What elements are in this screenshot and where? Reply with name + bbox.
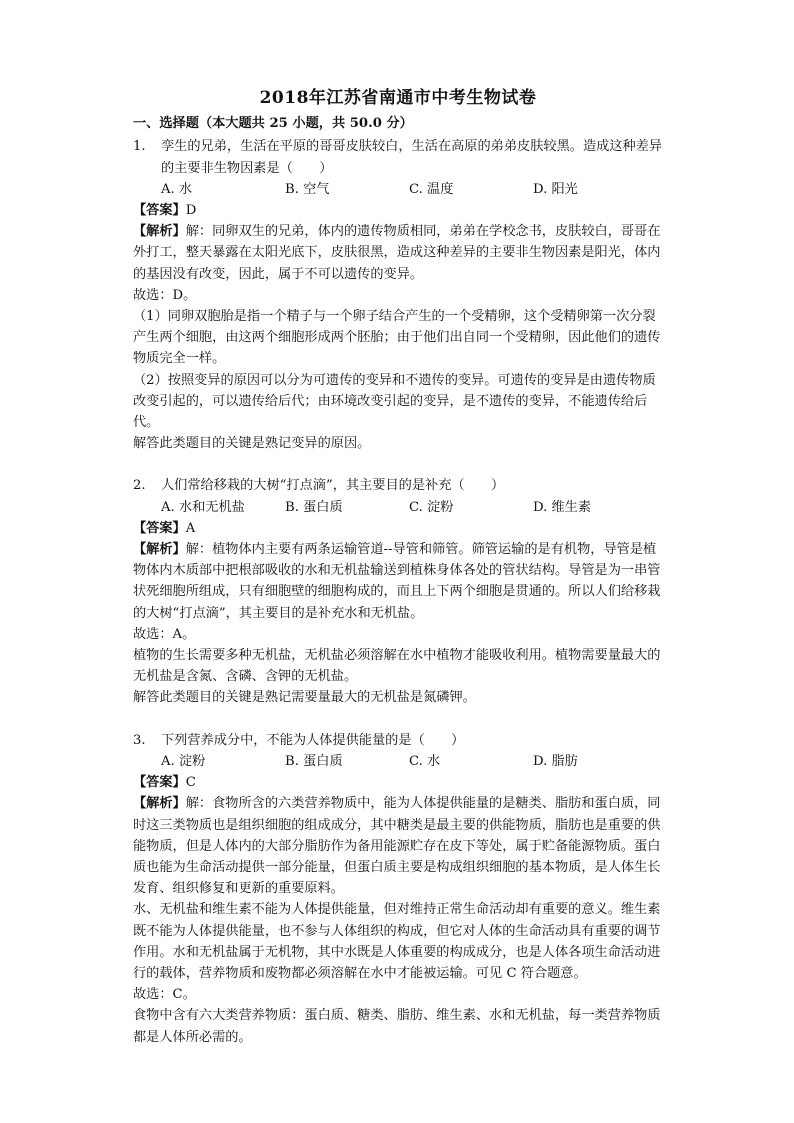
answer-label: 【答案】 [133,520,186,536]
question-stem: 下列营养成分中，不能为人体提供能量的是（ ） [161,732,465,748]
page-title: 2018年江苏省南通市中考生物试卷 [259,88,537,108]
answer-line [133,772,663,793]
question-number: 1. [133,139,146,155]
note: 故选：A。 [133,626,196,642]
note: 水、无机盐和维生素不能为人体提供能量，但对维持正常生命活动却有重要的意义。维生素既不能为人体提供能量，也不参与人体组织的构成，但它对人体的生命活动具有重要的调节作用。水和无机盐属于无机物，其中水既是人体重要的构成成分，也是人体各项生命活动进行的载体，营养物质和废物都必须溶解在水中才能被运输。可见 C 符合题意。 [133,902,661,981]
note: 解答此类题目的关键是熟记变异的原因。 [133,436,371,452]
question-2 [133,475,663,708]
note: 植物的生长需要多种无机盐，无机盐必须溶解在水中植物才能吸收利用。植物需要量最大的无机盐是含氮、含磷、含钾的无机盐。 [133,648,661,685]
option-c: C. 淀粉 [409,499,454,515]
analysis-line [133,221,663,285]
note: 故选：D。 [133,287,197,303]
option-b: B. 蛋白质 [285,499,343,515]
answer-value: C [185,775,196,791]
answer-value: A [185,520,196,536]
option-d: D. 脂肪 [533,753,578,769]
spacer [133,454,663,475]
question-number: 3. [133,732,146,748]
note: 食物中含有六大类营养物质：蛋白质、糖类、脂肪、维生素、水和无机盐，每一类营养物质都是人体所必需的。 [133,1008,661,1045]
answer-line [133,518,663,539]
analysis-line [133,793,663,899]
section-heading: 一、选择题（本大题共 25 小题，共 50.0 分） [133,116,413,132]
options-row [133,751,663,772]
option-b: B. 蛋白质 [285,753,343,769]
answer-label: 【答案】 [133,203,186,219]
answer-label: 【答案】 [133,775,186,791]
question-number: 2. [133,478,146,494]
option-c: C. 水 [409,753,441,769]
question-stem: 人们常给移栽的大树“打点滴”，其主要目的是补充（ ） [161,478,505,494]
analysis-line [133,539,663,624]
options-row [133,179,663,200]
options-row [133,497,663,518]
analysis-text: 解：植物体内主要有两条运输管道--导管和筛管。筛管运输的是有机物，导管是植物体内木质部中把根部吸收的水和无机盐输送到植株身体各处的管状结构。导管是为一串管状死细胞所组成，只有细胞壁的细胞构成的，而且上下两个细胞是贯通的。所以人们给移栽的大树“打点滴”，其主要目的是补充水和无机盐。 [133,542,661,621]
spacer [133,709,663,730]
question-1 [133,136,663,454]
option-c: C. 温度 [409,181,454,197]
note: 解答此类题目的关键是熟记需要量最大的无机盐是氮磷钾。 [133,690,476,706]
answer-value: D [185,203,197,219]
analysis-label: 【解析】 [133,542,186,558]
option-d: D. 阳光 [533,181,578,197]
option-a: A. 水 [161,181,193,197]
option-d: D. 维生素 [533,499,592,515]
question-stem: 孪生的兄弟，生活在平原的哥哥皮肤较白，生活在高原的弟弟皮肤较黑。造成这种差异的主要非生物因素是（ ） [161,139,663,176]
analysis-text: 解：食物所含的六类营养物质中，能为人体提供能量的是糖类、脂肪和蛋白质，同时这三类物质也是组织细胞的组成成分，其中糖类是最主要的供能物质，脂肪也是重要的供能物质，但是人体内的大部分脂肪作为备用能源贮存在皮下等处，属于贮备能源物质。蛋白质也能为生命活动提供一部分能量，但蛋白质主要是构成组织细胞的基本物质，是人体生长发育、组织修复和更新的重要原料。 [133,796,661,897]
note: （2）按照变异的原因可以分为可遗传的变异和不遗传的变异。可遗传的变异是由遗传物质改变引起的，可以遗传给后代；由环境改变引起的变异，是不遗传的变异，不能遗传给后代。 [133,372,656,431]
answer-line [133,200,663,221]
note: 故选：C。 [133,987,196,1003]
option-a: A. 水和无机盐 [161,499,245,515]
analysis-label: 【解析】 [133,796,186,812]
analysis-label: 【解析】 [133,224,186,240]
option-a: A. 淀粉 [161,753,206,769]
option-b: B. 空气 [285,181,330,197]
analysis-text: 解：同卵双生的兄弟，体内的遗传物质相同，弟弟在学校念书，皮肤较白，哥哥在外打工，整天暴露在太阳光底下，皮肤很黑，造成这种差异的主要非生物因素是阳光，体内的基因没有改变，因此，属于不可以遗传的变异。 [133,224,661,282]
note: （1）同卵双胞胎是指一个精子与一个卵子结合产生的一个受精卵，这个受精卵第一次分裂产生两个细胞，由这两个细胞形成两个胚胎；由于他们出自同一个受精卵，因此他们的遗传物质完全一样。 [133,309,661,367]
exam-page [133,88,663,1048]
question-3 [133,730,663,1048]
